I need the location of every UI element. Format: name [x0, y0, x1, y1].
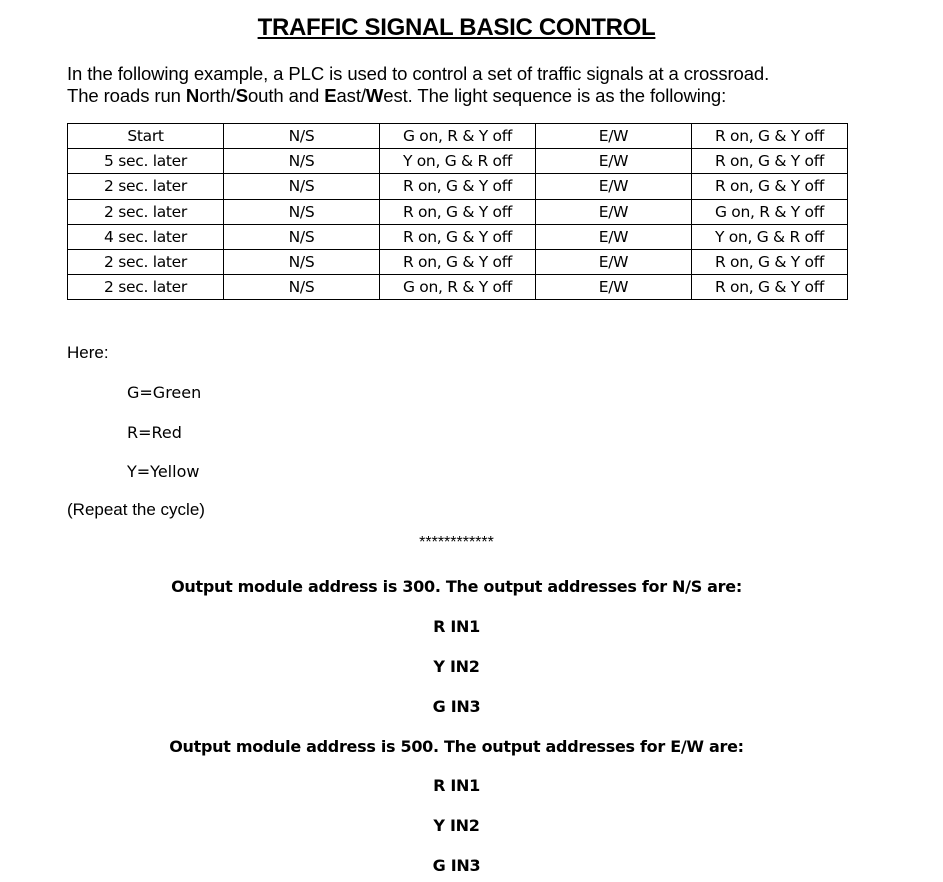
ew-state-cell: R on, G & Y off — [692, 124, 848, 149]
ew-road-cell: E/W — [536, 249, 692, 274]
table-row — [68, 224, 848, 249]
document-title: TRAFFIC SIGNAL BASIC CONTROL — [257, 14, 656, 41]
ns-state-cell: R on, G & Y off — [380, 224, 536, 249]
table-row — [68, 149, 848, 174]
intro-text: outh and — [247, 85, 325, 106]
legend-red: R=Red — [127, 423, 182, 442]
ew-state-cell: R on, G & Y off — [692, 149, 848, 174]
ns-output-r: R IN1 — [433, 617, 480, 636]
ew-road-cell: E/W — [536, 124, 692, 149]
ns-state-cell: Y on, G & R off — [380, 149, 536, 174]
ns-road-cell: N/S — [224, 149, 380, 174]
table-row — [68, 275, 848, 300]
ew-road-cell: E/W — [536, 275, 692, 300]
ns-state-cell: G on, R & Y off — [380, 124, 536, 149]
ew-state-cell: R on, G & Y off — [692, 275, 848, 300]
ns-output-heading: Output module address is 300. The output addresses for N/S are: — [171, 577, 742, 596]
ns-road-cell: N/S — [224, 174, 380, 199]
intro-text: ast/ — [336, 85, 366, 106]
ew-state-cell: R on, G & Y off — [692, 174, 848, 199]
ns-state-cell: R on, G & Y off — [380, 199, 536, 224]
ew-state-cell: G on, R & Y off — [692, 199, 848, 224]
ew-road-cell: E/W — [536, 149, 692, 174]
sequence-table — [67, 123, 848, 300]
intro-text: The roads run — [67, 85, 186, 106]
ew-road-cell: E/W — [536, 199, 692, 224]
ns-road-cell: N/S — [224, 124, 380, 149]
ew-road-cell: E/W — [536, 174, 692, 199]
table-row — [68, 249, 848, 274]
intro-bold-letter: W — [365, 85, 384, 106]
ew-output-y: Y IN2 — [433, 816, 480, 835]
ew-output-g: G IN3 — [432, 856, 481, 875]
intro-line-2 — [67, 85, 927, 107]
intro-text: est. The light sequence is as the following: — [383, 85, 727, 106]
ns-state-cell: G on, R & Y off — [380, 275, 536, 300]
ew-output-r: R IN1 — [433, 776, 480, 795]
intro-bold-letter: S — [235, 85, 248, 106]
ew-output-heading: Output module address is 500. The output addresses for E/W are: — [169, 737, 744, 756]
legend-yellow: Y=Yellow — [127, 462, 200, 481]
repeat-note: (Repeat the cycle) — [67, 500, 205, 519]
ns-output-y: Y IN2 — [433, 657, 480, 676]
time-cell: 5 sec. later — [68, 149, 224, 174]
ns-state-cell: R on, G & Y off — [380, 249, 536, 274]
ns-road-cell: N/S — [224, 224, 380, 249]
ew-state-cell: R on, G & Y off — [692, 249, 848, 274]
legend-green: G=Green — [127, 383, 202, 402]
here-label: Here: — [67, 343, 109, 362]
ns-output-g: G IN3 — [432, 697, 481, 716]
intro-text: orth/ — [199, 85, 236, 106]
ew-road-cell: E/W — [536, 224, 692, 249]
intro-paragraph — [67, 63, 927, 107]
time-cell: 2 sec. later — [68, 199, 224, 224]
table-row — [68, 124, 848, 149]
ns-road-cell: N/S — [224, 275, 380, 300]
intro-line-1: In the following example, a PLC is used to control a set of traffic signals at a crossroad. — [67, 63, 770, 84]
intro-bold-letter: E — [324, 85, 337, 106]
time-cell: Start — [68, 124, 224, 149]
separator: ************ — [419, 534, 494, 551]
time-cell: 2 sec. later — [68, 249, 224, 274]
ns-road-cell: N/S — [224, 249, 380, 274]
table-row — [68, 199, 848, 224]
ew-state-cell: Y on, G & R off — [692, 224, 848, 249]
time-cell: 4 sec. later — [68, 224, 224, 249]
time-cell: 2 sec. later — [68, 174, 224, 199]
ns-state-cell: R on, G & Y off — [380, 174, 536, 199]
time-cell: 2 sec. later — [68, 275, 224, 300]
intro-bold-letter: N — [185, 85, 200, 106]
table-row — [68, 174, 848, 199]
ns-road-cell: N/S — [224, 199, 380, 224]
